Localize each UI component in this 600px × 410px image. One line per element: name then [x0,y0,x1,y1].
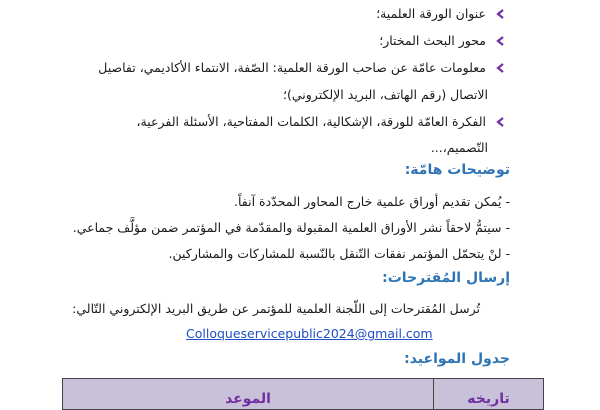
note-item: - يُمكن تقديم أوراق علمية خارج المحاور المحدّدة آنفاً. [233,194,510,209]
schedule-table-header [62,378,544,410]
schedule-column-event: الموعد [225,391,271,407]
submission-heading: إرسال المُقترحات: [382,270,510,286]
list-item [376,6,508,22]
list-item-text: الفكرة العامّة للورقة، الإشكالية، الكلمات المفتاحية، الأسئلة الفرعية، [136,114,486,129]
list-item [98,60,508,76]
list-item-continuation: الاتصال (رقم الهاتف، البريد الإلكتروني)؛ [283,87,488,102]
chevron-arrow-bullet-icon [492,63,508,73]
list-item [137,114,508,130]
list-item-text: معلومات عامّة عن صاحب الورقة العلمية: الصّفة، الانتماء الأكاديمي، تفاصيل [98,60,486,75]
list-item-continuation: التّصميم،... [430,140,488,155]
note-item: - سيتمُّ لاحقاً نشر الأوراق العلمية المقبولة والمقدّمة في المؤتمر ضمن مؤلَّف جماعي. [72,220,510,235]
chevron-arrow-bullet-icon [492,117,508,127]
list-item [379,33,508,49]
chevron-arrow-bullet-icon [492,36,508,46]
chevron-arrow-bullet-icon [492,9,508,19]
schedule-column-date: تاريخه [433,379,543,409]
submission-email-link[interactable]: Colloqueservicepublic2024@gmail.com [186,326,433,341]
list-item-text: عنوان الورقة العلمية؛ [376,6,486,21]
submission-text: تُرسل المُقترحات إلى اللّجنة العلمية للمؤتمر عن طريق البريد الإلكتروني التّالي: [72,301,480,316]
notes-heading: توضيحات هامّة: [404,162,510,178]
schedule-heading: جدول المواعيد: [404,351,510,367]
list-item-text: محور البحث المختار؛ [379,33,486,48]
note-item: - لنْ يتحمّل المؤتمر نفقات التّنقل بالنّسبة للمشاركات والمشاركين. [168,246,510,261]
